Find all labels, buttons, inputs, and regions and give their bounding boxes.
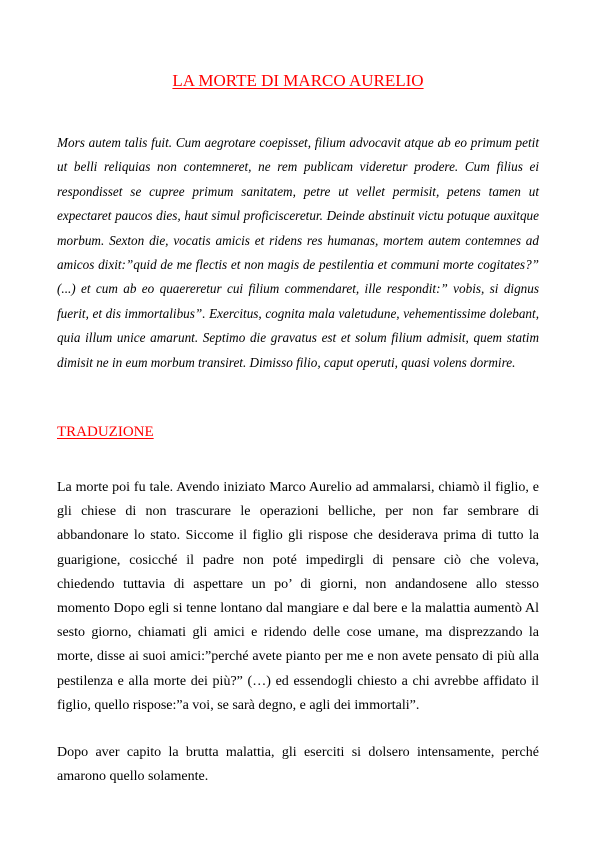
document-title: LA MORTE DI MARCO AURELIO	[172, 71, 424, 90]
latin-text: Mors autem talis fuit. Cum aegrotare coepisset, filium advocavit atque ab eo primum petit ut belli reliquias non contemneret, ne rem publicam videretur prodere. Cum filius ei respondisset se cupree primum sanitatem, petre ut vellet permisit, petens tamen ut expectaret paucos dies, haut simul proficisceretur. Deinde abstinuit victu potuque auxitque morbum. Sexton die, vocatis amicis et ridens res humanas, mortem autem contemnes ad amicos dixit:”quid de me flectis et non magis de pestilentia et communi morte cogitates?” (...) et cum ab eo quaereretur cui filium commendaret, ille respondit:” vobis, si dignus fuerit, et dis immortalibus”. Exercitus, cognita mala valetudune, vehementissime dolebant, quia illum unice amarunt. Septimo die gravatus est et solum filium admisit, quem statim dimisit ne in eum morbum transiret. Dimisso filio, caput operuti, quasi volens dormire.	[57, 135, 539, 370]
translation-heading: TRADUZIONE	[57, 424, 154, 440]
translation-paragraph-2: Dopo aver capito la brutta malattia, gli eserciti si dolsero intensamente, perché amarono quello solamente.	[57, 745, 539, 785]
translation-paragraph-1: La morte poi fu tale. Avendo iniziato Marco Aurelio ad ammalarsi, chiamò il figlio, e gli chiese di non trascurare le operazioni belliche, per non far sembrare di abbandonare lo stato. Siccome il figlio gli rispose che desiderava prima di tutto la guarigione, cosicché il padre non poté impedirgli di pensare ciò che voleva, chiedendo tuttavia di aspettare un po’ di giorni, non andandosene allo stesso momento Dopo egli si tenne lontano dal mangiare e dal bere e la malattia aumentò Al sesto giorno, chiamati gli amici e ridendo delle cose umane, ma disprezzando la morte, disse ai suoi amici:”perché avete pianto per me e non avete pensato di più alla pestilenza e alla morte dei più?” (…) ed essendogli chiesto a chi avrebbe affidato il figlio, quello rispose:”a voi, se sarà degno, e agli dei immortali”.	[57, 480, 539, 713]
